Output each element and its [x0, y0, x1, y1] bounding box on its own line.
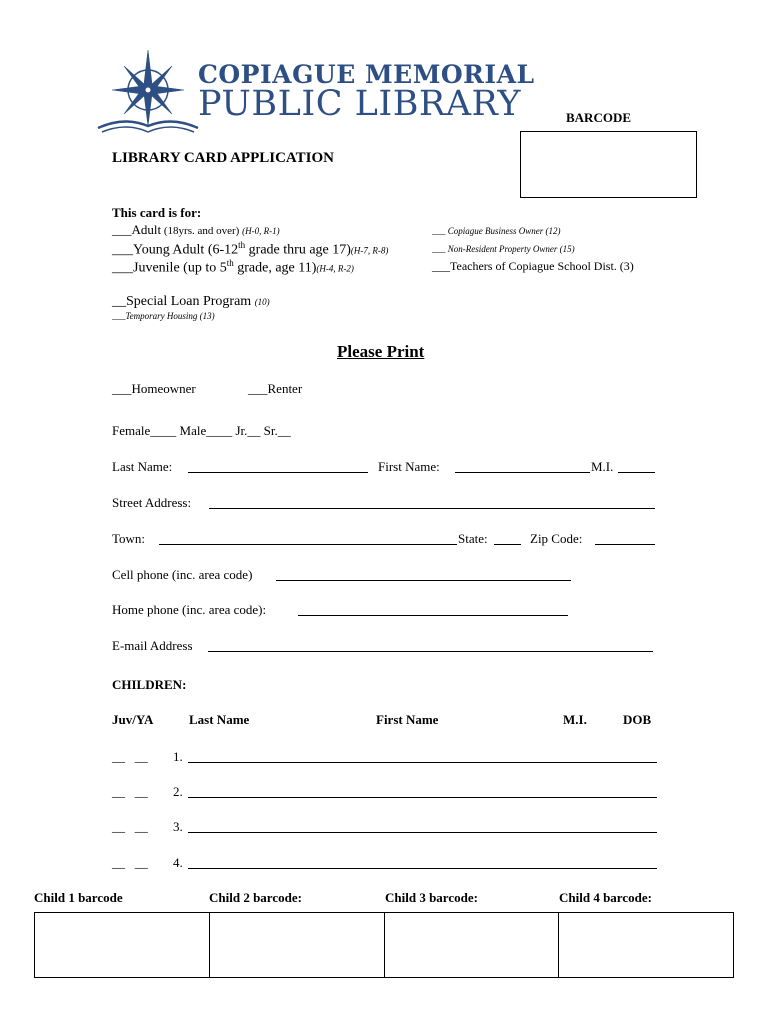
zip-field[interactable] — [595, 532, 655, 545]
option-non-resident[interactable]: ___ Non-Resident Property Owner (15) — [432, 244, 575, 254]
jr-option[interactable]: Jr.__ — [235, 423, 261, 438]
male-option[interactable]: Male____ — [179, 423, 233, 438]
child-3-barcode-label: Child 3 barcode: — [385, 890, 478, 905]
gender-suffix-line — [112, 423, 291, 439]
col-first-name: First Name — [376, 712, 439, 727]
cell-phone-field[interactable] — [276, 568, 571, 581]
homeowner-option[interactable]: ___Homeowner — [112, 381, 196, 396]
barcode-label: BARCODE — [566, 110, 632, 125]
option-teachers[interactable]: ___Teachers of Copiague School Dist. (3) — [432, 259, 634, 273]
last-name-label: Last Name: — [112, 459, 173, 474]
form-title: LIBRARY CARD APPLICATION — [112, 150, 334, 166]
col-last-name: Last Name — [189, 712, 250, 727]
mi-field[interactable] — [618, 460, 655, 473]
sr-option[interactable]: Sr.__ — [263, 423, 291, 438]
email-label: E-mail Address — [112, 638, 193, 653]
option-juvenile[interactable]: ___Juvenile (up to 5th grade, age 11)(H-4, R-2) — [112, 258, 354, 276]
logo-line-2: PUBLIC LIBRARY — [198, 84, 521, 124]
female-option[interactable]: Female____ — [112, 423, 177, 438]
col-juvya: Juv/YA — [112, 712, 154, 727]
children-heading: CHILDREN: — [112, 677, 187, 692]
town-field[interactable] — [159, 532, 457, 545]
cell-phone-label: Cell phone (inc. area code) — [112, 567, 253, 582]
col-dob: DOB — [623, 712, 652, 727]
first-name-field[interactable] — [455, 460, 590, 473]
last-name-field[interactable] — [188, 460, 368, 473]
state-label: State: — [458, 531, 488, 546]
row-number: 1. — [173, 749, 183, 764]
home-phone-field[interactable] — [298, 603, 568, 616]
street-address-field[interactable] — [209, 496, 655, 509]
logo-line-1: COPIAGUE MEMORIAL — [198, 60, 535, 89]
first-name-label: First Name: — [378, 459, 440, 474]
mi-label: M.I. — [591, 459, 614, 474]
town-label: Town: — [112, 531, 146, 546]
child-1-barcode-label: Child 1 barcode — [34, 890, 123, 905]
child-2-barcode-label: Child 2 barcode: — [209, 890, 302, 905]
street-address-label: Street Address: — [112, 495, 192, 510]
barcode-box[interactable] — [520, 131, 697, 198]
compass-book-logo-icon — [96, 46, 200, 134]
email-field[interactable] — [208, 639, 653, 652]
child-field[interactable] — [188, 785, 657, 798]
child-barcode-table — [34, 912, 734, 978]
row-number: 4. — [173, 855, 183, 870]
option-temporary-housing[interactable]: ___Temporary Housing (13) — [112, 311, 215, 321]
child-field[interactable] — [188, 856, 657, 869]
child-field[interactable] — [188, 820, 657, 833]
child-field[interactable] — [188, 750, 657, 763]
option-special-loan[interactable]: __Special Loan Program (10) — [112, 294, 270, 309]
renter-option[interactable]: ___Renter — [248, 381, 303, 396]
state-field[interactable] — [494, 532, 521, 545]
card-for-label: This card is for: — [112, 205, 202, 220]
please-print-heading: Please Print — [337, 342, 425, 361]
col-mi: M.I. — [563, 712, 587, 727]
home-phone-label: Home phone (inc. area code): — [112, 602, 267, 617]
child-4-barcode-label: Child 4 barcode: — [559, 890, 652, 905]
zip-label: Zip Code: — [530, 531, 583, 546]
row-number: 3. — [173, 819, 183, 834]
row-number: 2. — [173, 784, 183, 799]
option-young-adult[interactable]: ___Young Adult (6-12th grade thru age 17)(H-7, R-8) — [112, 240, 389, 258]
child-1-barcode-box[interactable] — [35, 913, 210, 977]
child-2-barcode-box[interactable] — [210, 913, 385, 977]
child-3-barcode-box[interactable] — [385, 913, 560, 977]
child-4-barcode-box[interactable] — [559, 913, 733, 977]
option-business-owner[interactable]: ___ Copiague Business Owner (12) — [432, 226, 561, 236]
option-adult[interactable]: ___Adult (18yrs. and over) (H-0, R-1) — [112, 222, 280, 237]
